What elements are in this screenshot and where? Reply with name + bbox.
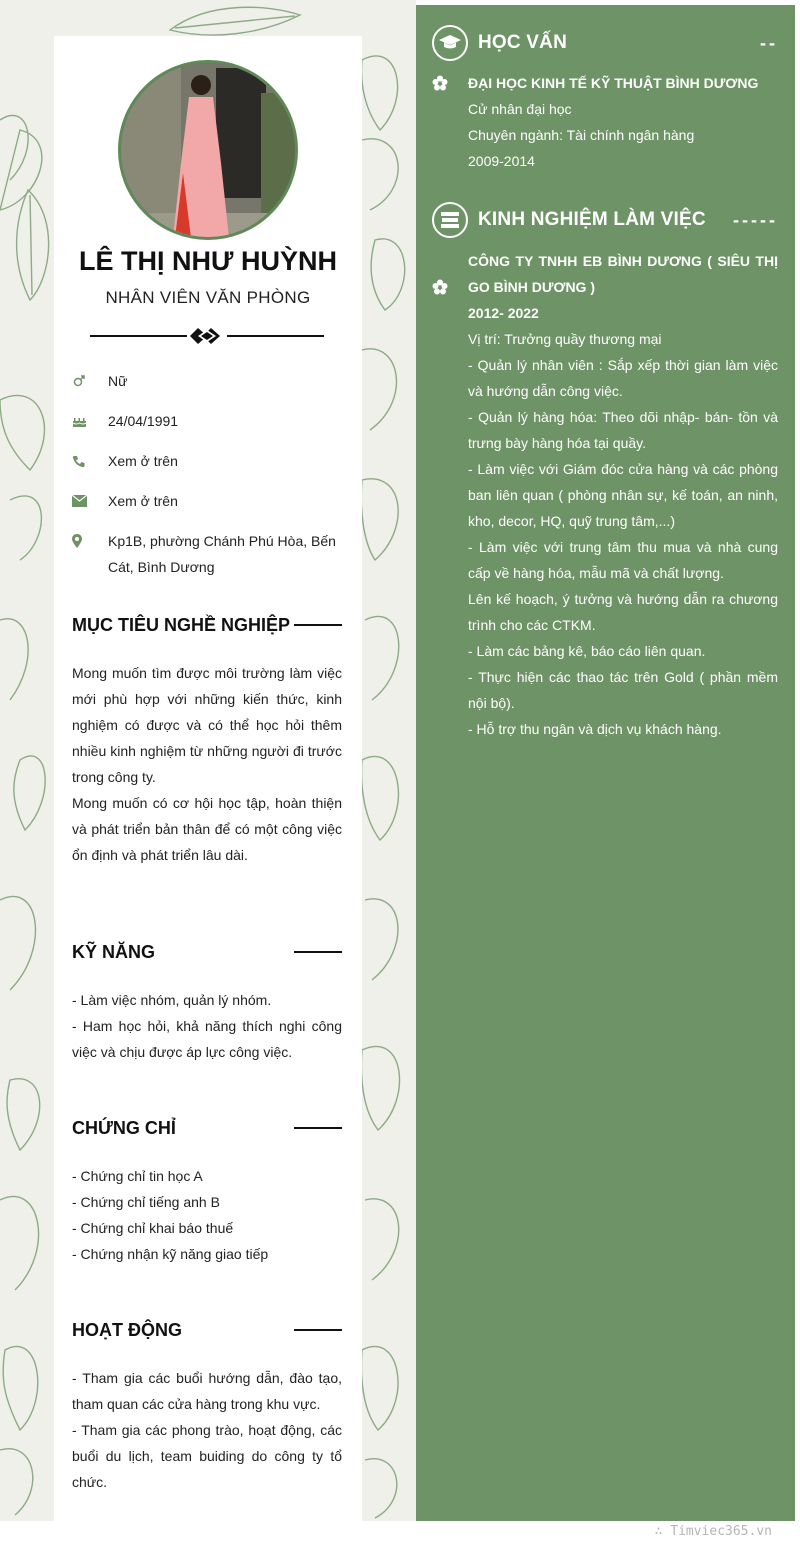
experience-title: KINH NGHIỆM LÀM VIỆC — [478, 209, 706, 230]
title-rule — [294, 1329, 342, 1331]
experience-line: - Làm các bảng kê, báo cáo liên quan. — [468, 643, 706, 659]
skills-section — [72, 939, 342, 1065]
flower-bullet-icon — [432, 70, 468, 174]
gender-icon — [72, 368, 108, 394]
envelope-icon — [72, 488, 108, 514]
education-content — [468, 70, 778, 174]
experience-line: - Làm việc với trung tâm thu mua và nhà cung cấp về hàng hóa, mẫu mã và chất lượng. — [468, 539, 778, 581]
activities-body — [72, 1365, 342, 1495]
candidate-position: NHÂN VIÊN VĂN PHÒNG — [105, 288, 311, 307]
birthday-text: 24/04/1991 — [108, 413, 179, 429]
experience-line: Lên kế hoạch, ý tưởng và hướng dẫn ra chương trình cho các CTKM. — [468, 591, 778, 633]
gender-text: Nữ — [108, 373, 128, 389]
experience-header — [432, 202, 778, 238]
education-title: HỌC VẤN — [478, 32, 568, 53]
experience-line: - Quản lý nhân viên : Sắp xếp thời gian làm việc và hướng dẫn công việc. — [468, 357, 778, 399]
skills-title — [72, 939, 342, 965]
experience-entry — [432, 248, 778, 742]
ornament-divider — [90, 326, 324, 346]
skill-item: - Ham học hỏi, khả năng thích nghi công việc và chịu được áp lực công việc. — [72, 1018, 342, 1060]
education-header — [432, 25, 778, 61]
profile-photo — [121, 63, 298, 240]
major: Chuyên ngành: Tài chính ngân hàng — [468, 127, 695, 143]
experience-content — [468, 248, 778, 742]
title-rule — [294, 1127, 342, 1129]
watermark: ∴ Timviec365.vn — [654, 1524, 772, 1539]
address-text: Kp1B, phường Chánh Phú Hòa, Bến Cát, Bình Dương — [108, 533, 336, 575]
certificates-title — [72, 1115, 342, 1141]
skill-item: - Làm việc nhóm, quản lý nhóm. — [72, 992, 272, 1008]
email-text: Xem ở trên — [108, 493, 178, 509]
activities-title-text: HOẠT ĐỘNG — [72, 1319, 182, 1340]
education-years: 2009-2014 — [468, 153, 535, 169]
objective-paragraph: Mong muốn có cơ hội học tập, hoàn thiện và phát triển bản thân để có một công việc ổn định và phát triển lâu dài. — [72, 795, 342, 863]
school-name: ĐẠI HỌC KINH TẾ KỸ THUẬT BÌNH DƯƠNG — [468, 75, 759, 91]
experience-line: - Quản lý hàng hóa: Theo dõi nhập- bán- tồn và trưng bày hàng hóa tại quầy. — [468, 409, 778, 451]
contact-email — [72, 488, 344, 514]
contact-list — [72, 368, 344, 594]
skills-body — [72, 987, 342, 1065]
certificate-item: - Chứng chỉ tin học A — [72, 1168, 203, 1184]
experience-line: Vị trí: Trưởng quầy thương mại — [468, 331, 662, 347]
objective-title — [72, 612, 342, 638]
company-name: CÔNG TY TNHH EB BÌNH DƯƠNG ( SIÊU THỊ GO BÌNH DƯƠNG ) — [468, 253, 778, 295]
phone-text: Xem ở trên — [108, 453, 178, 469]
contact-birthday — [72, 408, 344, 434]
experience-dash: ----- — [733, 209, 778, 230]
objective-section — [72, 612, 342, 868]
certificate-item: - Chứng chỉ khai báo thuế — [72, 1220, 234, 1236]
experience-line: - Thực hiện các thao tác trên Gold ( phần mềm nội bộ). — [468, 669, 778, 711]
certificates-body — [72, 1163, 342, 1267]
title-rule — [294, 624, 342, 626]
phone-icon — [72, 448, 108, 474]
activity-item: - Tham gia các buổi hướng dẫn, đào tạo, tham quan các cửa hàng trong khu vực. — [72, 1370, 342, 1412]
map-pin-icon — [72, 528, 108, 554]
contact-address — [72, 528, 344, 580]
education-dash: -- — [760, 32, 778, 53]
activity-item: - Tham gia các phong trào, hoạt động, các buổi du lịch, team buiding do công ty tổ chức. — [72, 1422, 342, 1490]
objective-title-text: MỤC TIÊU NGHỀ NGHIỆP — [72, 614, 291, 635]
experience-line: - Làm việc với Giám đóc cửa hàng và các phòng ban liên quan ( phòng nhân sự, kế toán, an ninh, kho, decor, HQ, quỹ trung tâm,...) — [468, 461, 778, 529]
avatar — [118, 60, 298, 240]
experience-years: 2012- 2022 — [468, 305, 539, 321]
education-entry — [432, 70, 778, 174]
certificates-section — [72, 1115, 342, 1267]
candidate-name: LÊ THỊ NHƯ HUỲNH — [79, 246, 337, 276]
certificate-item: - Chứng chỉ tiếng anh B — [72, 1194, 220, 1210]
objective-paragraph: Mong muốn tìm được môi trường làm việc mới phù hợp với những kiến thức, kinh nghiệm có được và có thể học hỏi thêm nhiều kinh nghiệm từ những người đi trước trong công ty. — [72, 665, 342, 785]
activities-section — [72, 1317, 342, 1495]
certificate-item: - Chứng nhận kỹ năng giao tiếp — [72, 1246, 269, 1262]
objective-body — [72, 660, 342, 868]
experience-line: - Hỗ trợ thu ngân và dịch vụ khách hàng. — [468, 721, 722, 737]
activities-title — [72, 1317, 342, 1343]
left-card — [54, 36, 362, 1521]
right-column — [416, 5, 795, 1521]
flower-bullet-icon — [432, 248, 468, 742]
degree: Cử nhân đại học — [468, 101, 572, 117]
skills-title-text: KỸ NĂNG — [72, 941, 156, 962]
contact-phone — [72, 448, 344, 474]
title-rule — [294, 951, 342, 953]
books-icon — [432, 202, 468, 238]
birthday-cake-icon — [72, 408, 108, 434]
contact-gender — [72, 368, 344, 394]
certificates-title-text: CHỨNG CHỈ — [72, 1117, 176, 1138]
graduation-cap-icon — [432, 25, 468, 61]
